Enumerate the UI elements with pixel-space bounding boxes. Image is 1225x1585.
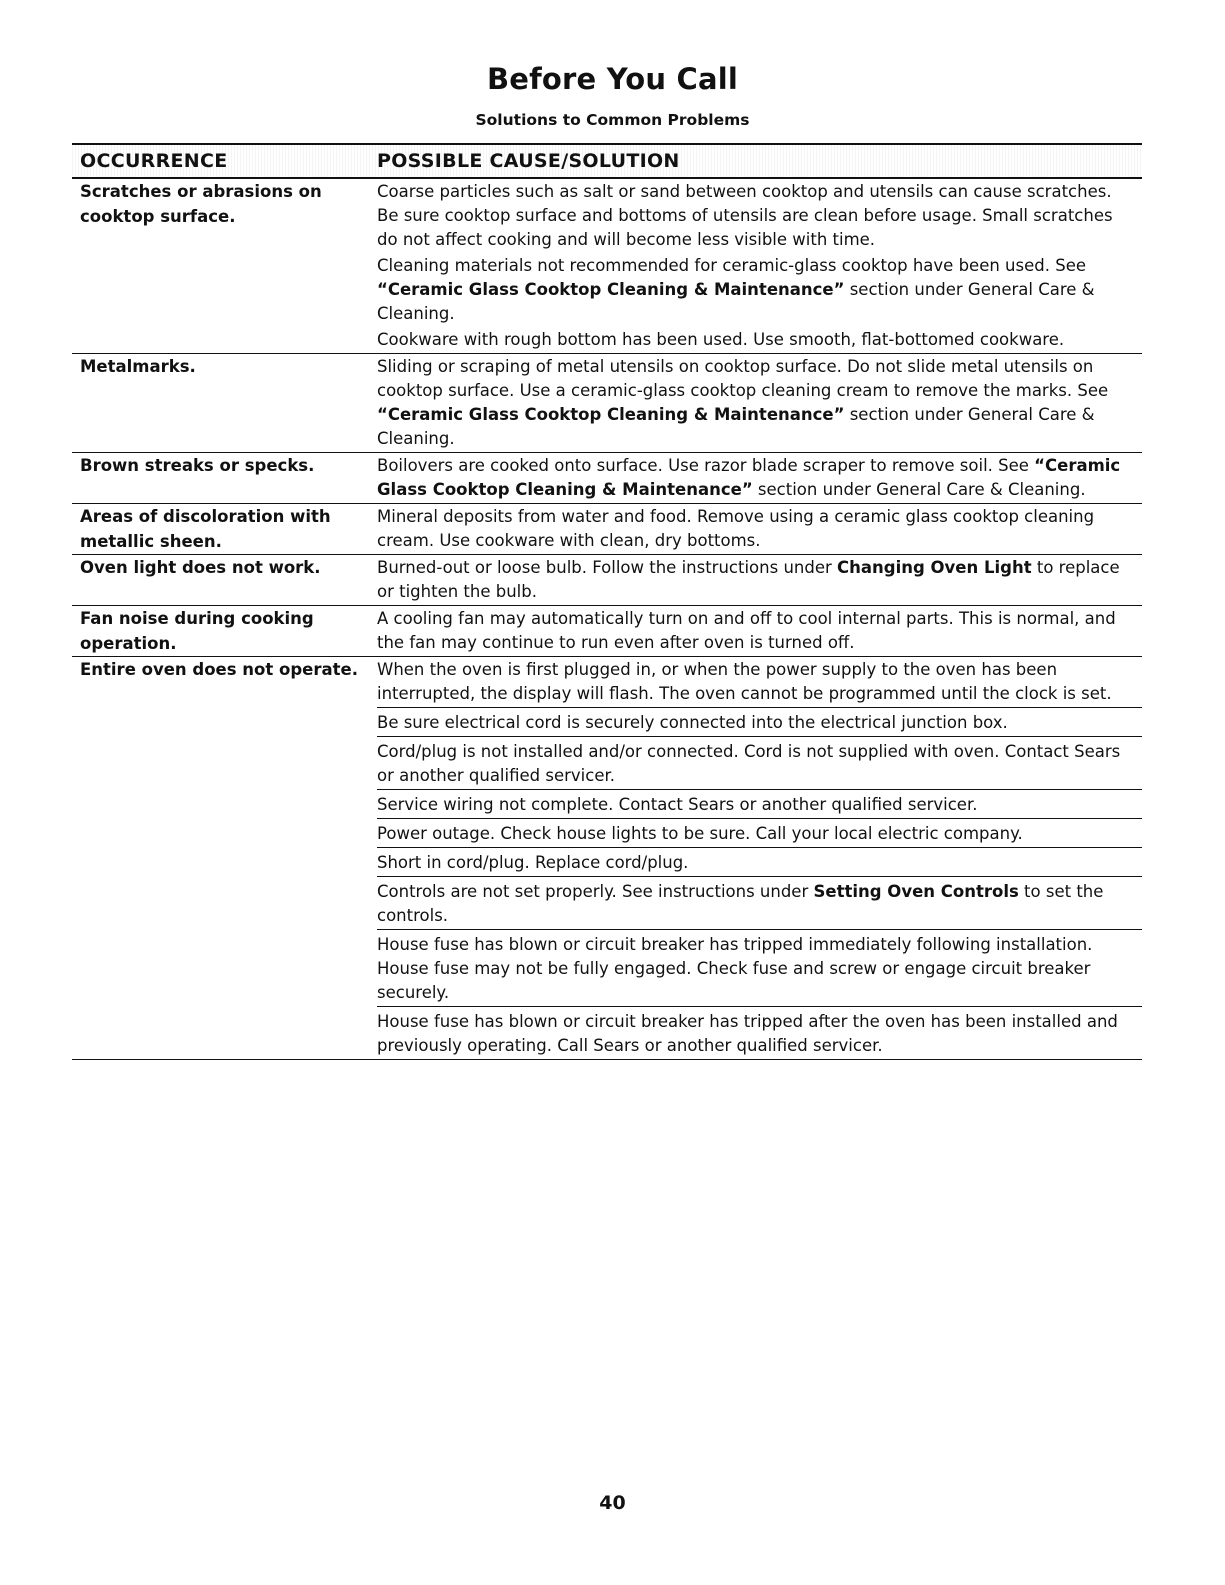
table-row — [72, 453, 1142, 504]
solution-text: Power outage. Check house lights to be sure. Call your local electric company. — [377, 824, 1023, 843]
solution-text: Boilovers are cooked onto surface. Use razor blade scraper to remove soil. See — [377, 456, 1035, 475]
solution-entry — [377, 504, 1142, 554]
table-row — [72, 354, 1142, 453]
solution-entry — [377, 327, 1142, 353]
occurrence-cell: Scratches or abrasions on cooktop surface. — [80, 182, 322, 226]
table-row — [72, 504, 1142, 555]
solution-text: Service wiring not complete. Contact Sears or another qualified servicer. — [377, 795, 978, 814]
table-row — [72, 606, 1142, 657]
solution-text: Burned-out or loose bulb. Follow the instructions under — [377, 558, 838, 577]
solution-text: Be sure electrical cord is securely connected into the electrical junction box. — [377, 713, 1008, 732]
solution-entry — [377, 876, 1142, 929]
solution-cell — [377, 657, 1142, 1059]
reference-text: “Ceramic Glass Cooktop Cleaning & Maintenance” — [377, 280, 845, 299]
solution-text: Mineral deposits from water and food. Remove using a ceramic glass cooktop cleaning cream. Use cookware with clean, dry bottoms. — [377, 507, 1095, 550]
solution-entry — [377, 789, 1142, 818]
solution-text: Cookware with rough bottom has been used. Use smooth, flat-bottomed cookware. — [377, 330, 1065, 349]
solution-text: A cooling fan may automatically turn on and off to cool internal parts. This is normal, and the fan may continue to run even after oven is turned off. — [377, 609, 1116, 652]
table-row — [72, 555, 1142, 606]
occurrence-cell: Areas of discoloration with metallic sheen. — [80, 507, 331, 551]
solution-entry — [377, 179, 1142, 253]
solution-text: Coarse particles such as salt or sand between cooktop and utensils can cause scratches. Be sure cooktop surface and bottoms of utensils are clean before usage. Small scratches do not affect cooking and will become less visible with time. — [377, 182, 1113, 249]
solution-entry — [377, 847, 1142, 876]
solution-entry — [377, 253, 1142, 327]
solution-text: to set the controls. — [377, 882, 1104, 925]
solution-entry — [377, 555, 1142, 605]
column-header-occurrence: OCCURRENCE — [80, 150, 228, 172]
solution-text: House fuse has blown or circuit breaker has tripped immediately following installation. House fuse may not be fully engaged. Check fuse and screw or engage circuit breaker securely. — [377, 935, 1093, 1002]
solution-text: section under General Care & Cleaning. — [377, 405, 1095, 448]
solution-entry — [377, 657, 1142, 707]
table-row — [72, 179, 1142, 354]
solution-text: Sliding or scraping of metal utensils on cooktop surface. Do not slide metal utensils on cooktop surface. Use a ceramic-glass cooktop cleaning cream to remove the marks. See — [377, 357, 1109, 400]
solution-cell — [377, 555, 1142, 605]
solution-text: House fuse has blown or circuit breaker has tripped after the oven has been installed and previously operating. Call Sears or another qualified servicer. — [377, 1012, 1118, 1055]
table-header — [72, 143, 1142, 179]
column-header-solution: POSSIBLE CAUSE/SOLUTION — [377, 150, 680, 172]
solution-cell — [377, 504, 1142, 554]
occurrence-cell: Brown streaks or specks. — [80, 456, 315, 475]
occurrence-cell: Fan noise during cooking operation. — [80, 609, 314, 653]
solution-entry — [377, 929, 1142, 1006]
reference-text: Setting Oven Controls — [813, 882, 1019, 901]
solution-entry — [377, 1006, 1142, 1059]
occurrence-cell: Entire oven does not operate. — [80, 660, 358, 679]
solution-entry — [377, 736, 1142, 789]
reference-text: Changing Oven Light — [837, 558, 1032, 577]
reference-text: “Ceramic Glass Cooktop Cleaning & Maintenance” — [377, 405, 845, 424]
solution-text: Controls are not set properly. See instructions under — [377, 882, 814, 901]
page-subtitle: Solutions to Common Problems — [475, 111, 750, 129]
solution-cell — [377, 453, 1142, 503]
page-number: 40 — [599, 1492, 626, 1514]
solution-text: to replace or tighten the bulb. — [377, 558, 1120, 601]
troubleshooting-table — [72, 143, 1142, 1060]
page-title: Before You Call — [486, 62, 739, 96]
table-body — [72, 179, 1142, 1060]
solution-text: Short in cord/plug. Replace cord/plug. — [377, 853, 689, 872]
solution-text: section under General Care & Cleaning. — [377, 280, 1095, 323]
solution-entry — [377, 453, 1142, 503]
solution-cell — [377, 179, 1142, 353]
occurrence-cell: Oven light does not work. — [80, 558, 321, 577]
solution-text: Cleaning materials not recommended for ceramic-glass cooktop have been used. See — [377, 256, 1086, 275]
solution-text: Cord/plug is not installed and/or connected. Cord is not supplied with oven. Contact Sears or another qualified servicer. — [377, 742, 1121, 785]
solution-text: section under General Care & Cleaning. — [752, 480, 1086, 499]
solution-entry — [377, 606, 1142, 656]
solution-cell — [377, 606, 1142, 656]
solution-entry — [377, 818, 1142, 847]
occurrence-cell: Metalmarks. — [80, 357, 196, 376]
solution-text: When the oven is first plugged in, or when the power supply to the oven has been interrupted, the display will flash. The oven cannot be programmed until the clock is set. — [377, 660, 1112, 703]
solution-entry — [377, 354, 1142, 452]
table-row — [72, 657, 1142, 1060]
reference-text: “Ceramic Glass Cooktop Cleaning & Maintenance” — [377, 456, 1121, 499]
solution-entry — [377, 707, 1142, 736]
solution-cell — [377, 354, 1142, 452]
